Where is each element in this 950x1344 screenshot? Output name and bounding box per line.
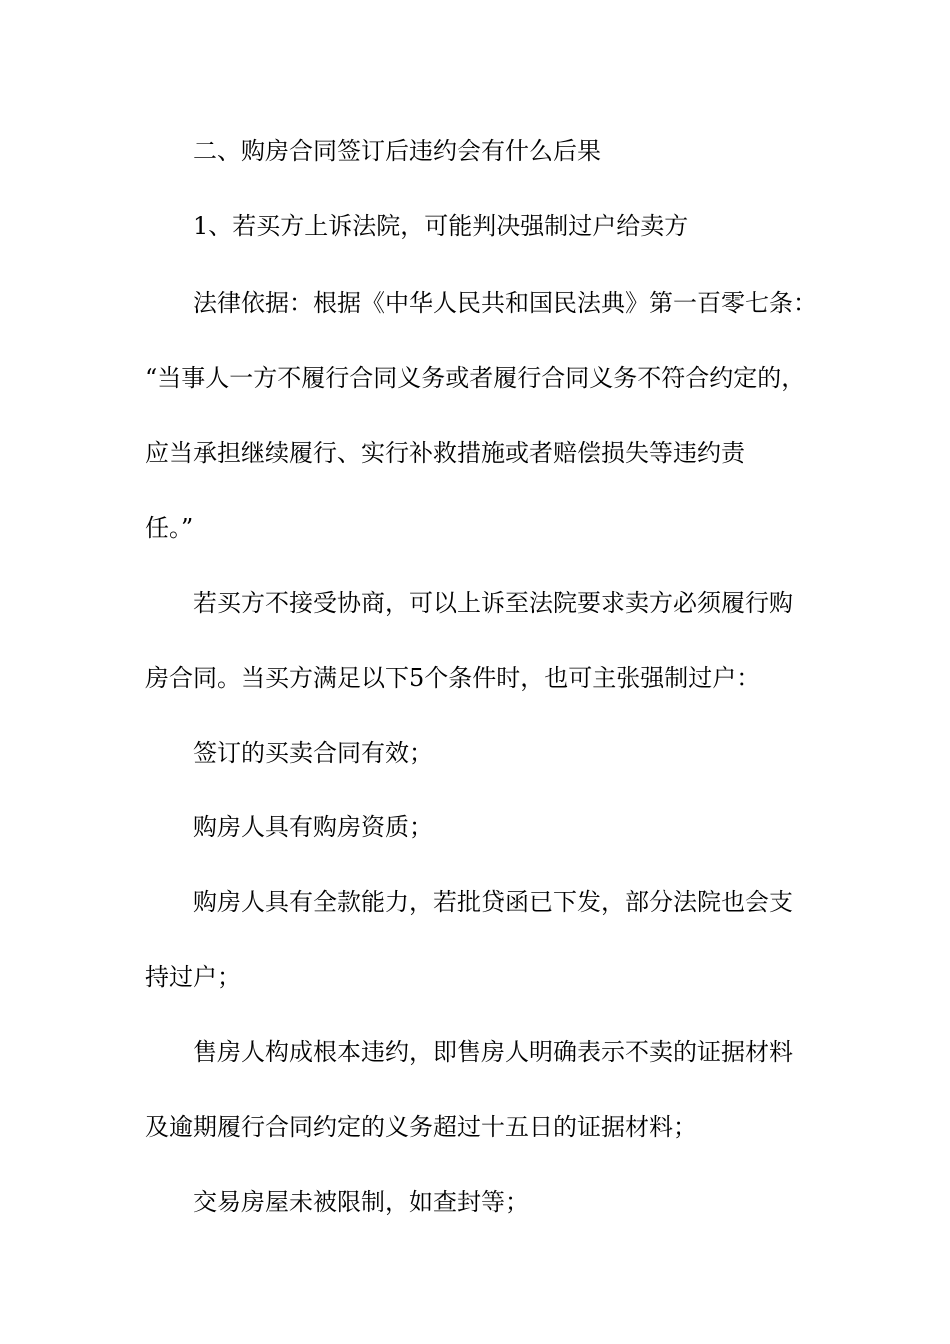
list-item: 购房人具有购房资质； — [193, 813, 433, 841]
paragraph-line: 法律依据：根据《中华人民共和国民法典》第一百零七条： — [193, 289, 817, 317]
paragraph-line: 房合同。当买方满足以下5个条件时，也可主张强制过户： — [145, 664, 761, 692]
list-item: 售房人构成根本违约，即售房人明确表示不卖的证据材料 — [193, 1038, 793, 1066]
list-item: 交易房屋未被限制，如查封等； — [193, 1188, 529, 1216]
paragraph-line: 若买方不接受协商，可以上诉至法院要求卖方必须履行购 — [193, 589, 793, 617]
subheading-1: 1、若买方上诉法院，可能判决强制过户给卖方 — [193, 212, 689, 240]
list-item-continued: 及逾期履行合同约定的义务超过十五日的证据材料； — [145, 1113, 697, 1141]
paragraph-line: 任。” — [145, 514, 194, 542]
section-heading: 二、购房合同签订后违约会有什么后果 — [193, 137, 601, 165]
list-item-continued: 持过户； — [145, 963, 241, 991]
paragraph-line: 应当承担继续履行、实行补救措施或者赔偿损失等违约责 — [145, 439, 745, 467]
list-item: 签订的买卖合同有效； — [193, 739, 433, 767]
list-item: 购房人具有全款能力，若批贷函已下发，部分法院也会支 — [193, 888, 793, 916]
paragraph-line: “当事人一方不履行合同义务或者履行合同义务不符合约定的， — [145, 364, 806, 392]
